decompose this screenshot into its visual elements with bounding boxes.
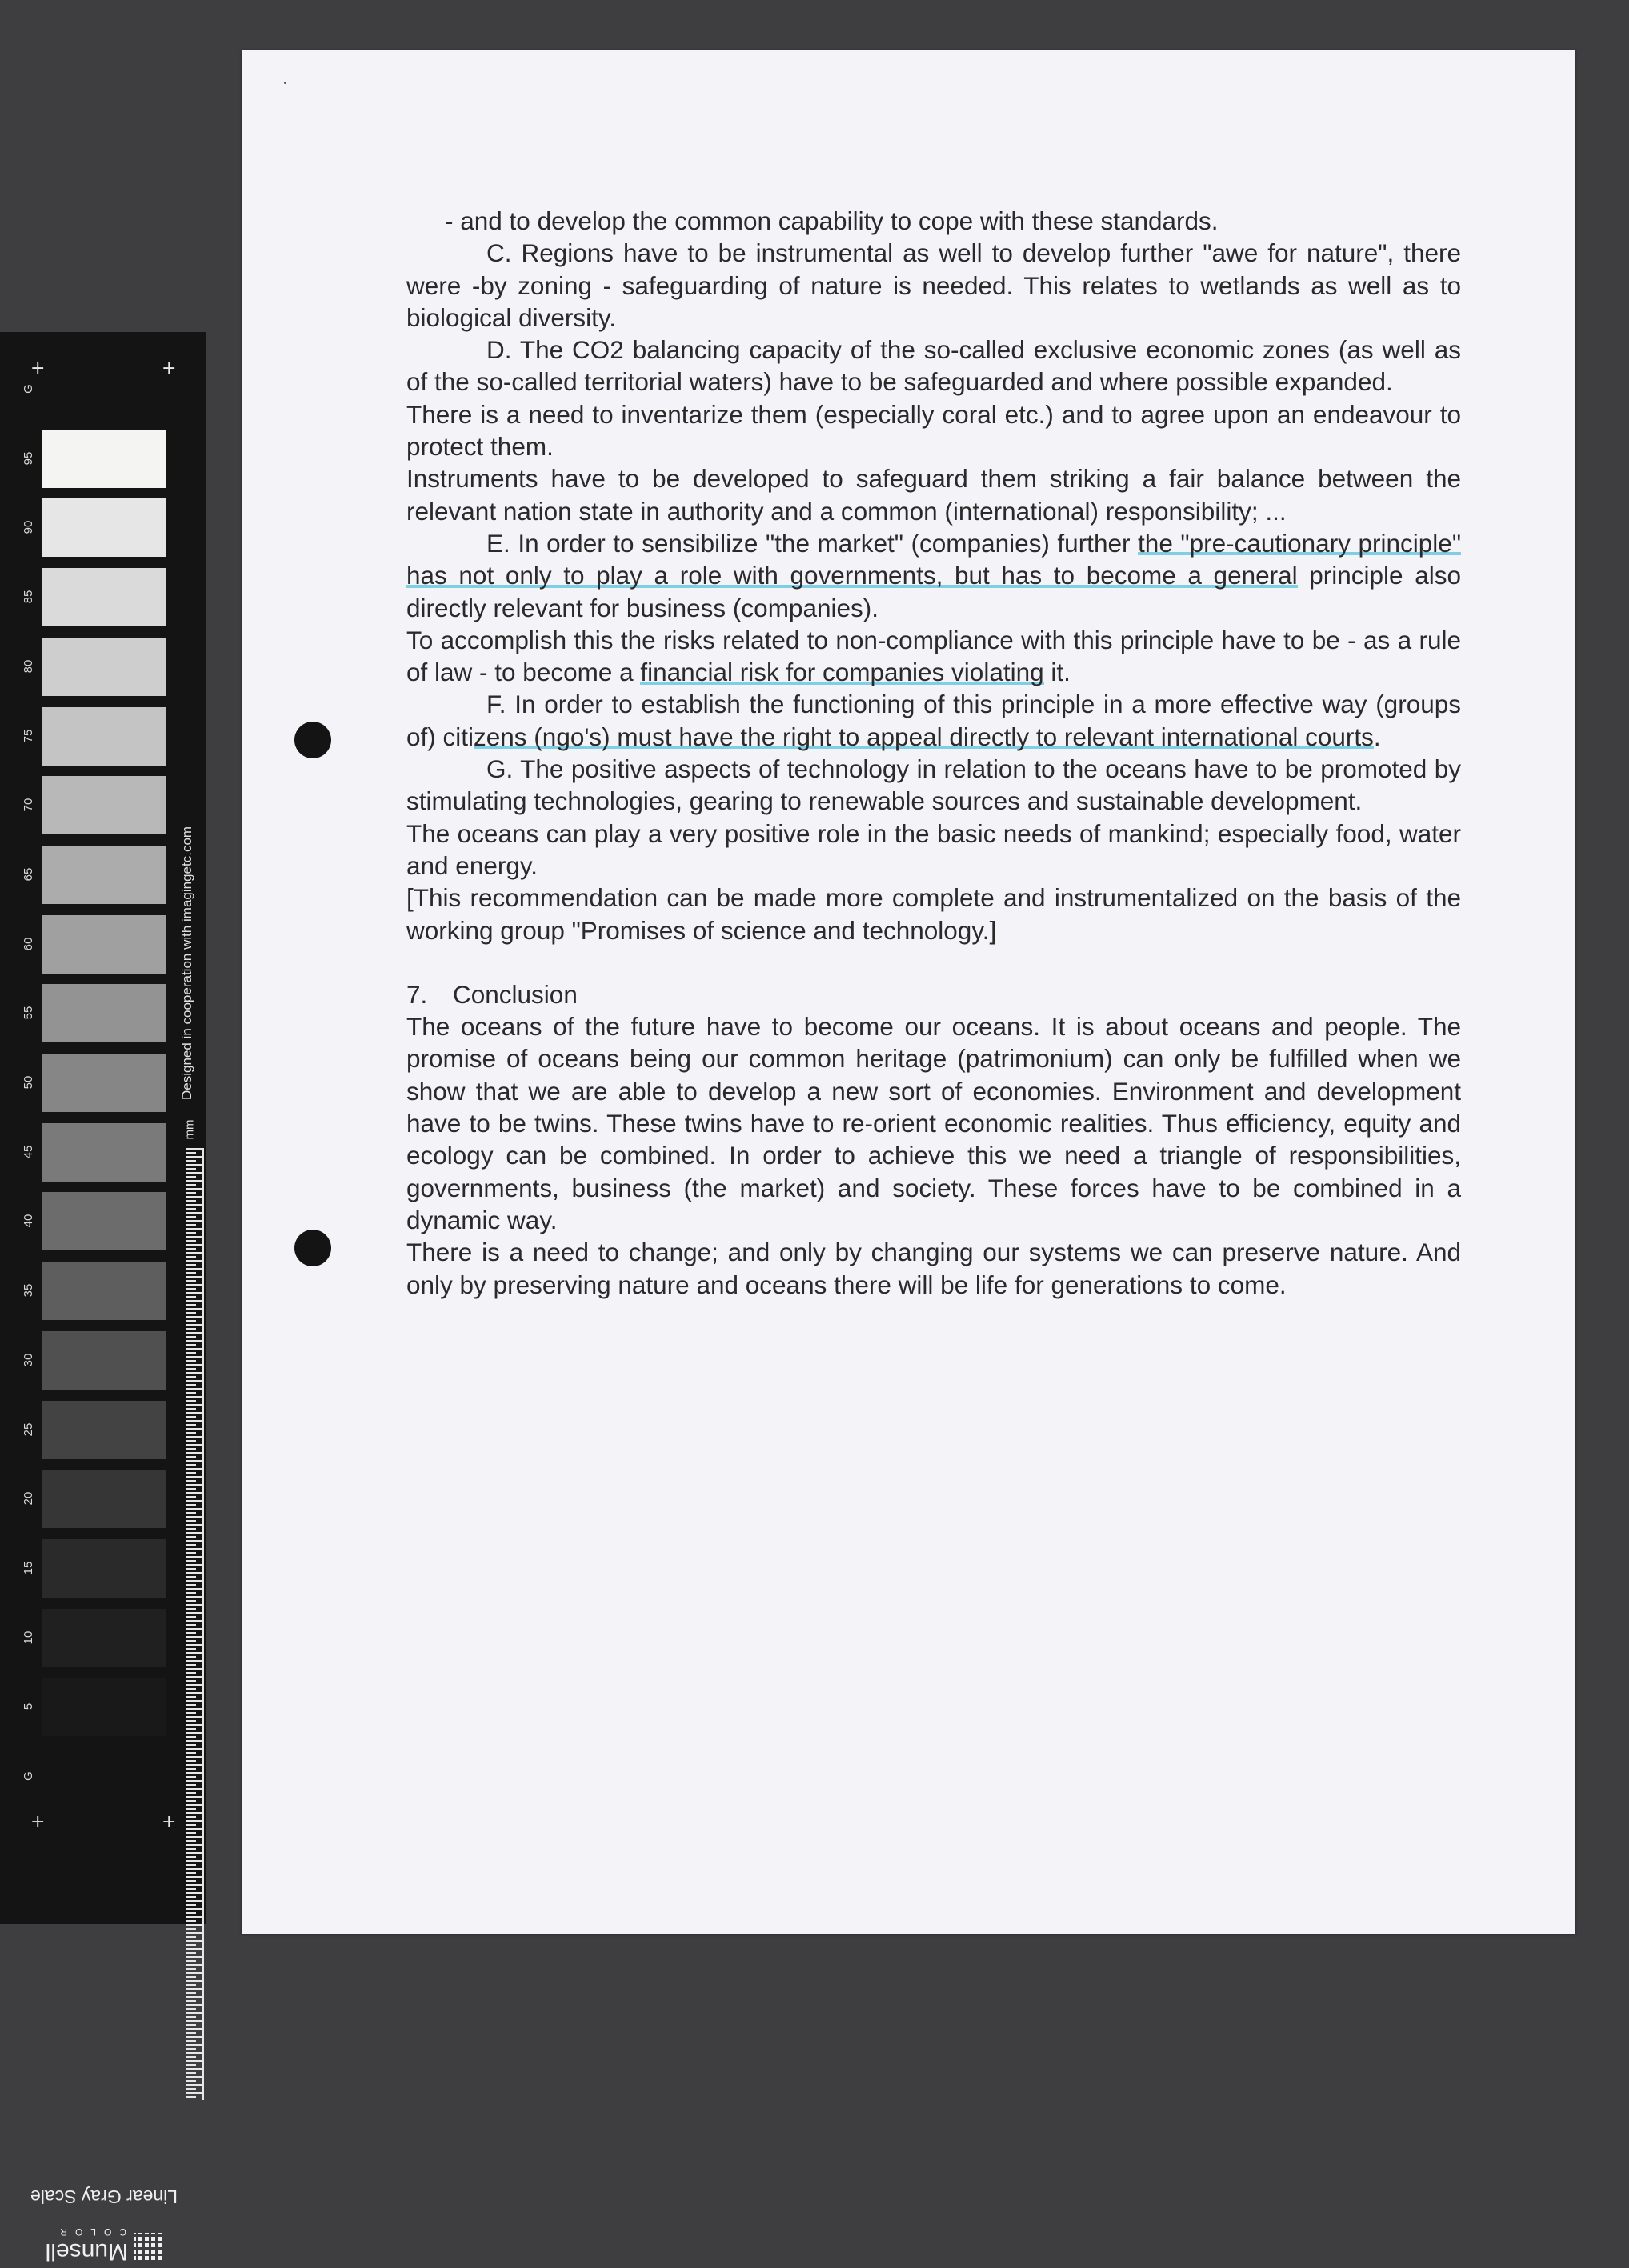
gray-patch xyxy=(42,498,166,557)
gray-patch xyxy=(42,638,166,696)
gray-patch xyxy=(42,1331,166,1390)
conclusion-section xyxy=(406,1010,1461,1301)
paragraph-p7 xyxy=(406,624,1461,689)
section-spacer xyxy=(406,946,1461,978)
paragraph-p1 xyxy=(406,205,1461,237)
highlighted-text: zens (ngo's) must have the right to appeal directly to relevant international courts xyxy=(474,722,1374,751)
gray-patch xyxy=(42,1678,166,1736)
plus-mark-icon: + xyxy=(30,1812,46,1832)
paragraph-p5 xyxy=(406,462,1461,527)
gray-patch xyxy=(42,1262,166,1320)
mm-ruler xyxy=(186,1148,204,2100)
paragraph-p6 xyxy=(406,527,1461,624)
gray-patch-label: 5 xyxy=(22,1703,35,1710)
conclusion-heading xyxy=(406,978,1461,1010)
gray-patch-label: 80 xyxy=(22,659,35,674)
highlighted-text: the "pre-cautionary principle" has not only to play a role with governments, but has to become a general xyxy=(406,528,1461,590)
gray-patch xyxy=(42,707,166,766)
text-run: To accomplish this the risks related to non-compliance with this principle have to be - as a rule of law - to become a xyxy=(406,625,1461,687)
gray-patch xyxy=(42,1054,166,1112)
text-run: D. The CO2 balancing capacity of the so-called exclusive economic zones (as well as of the so-called territorial waters) have to be safeguarded and where possible expanded. xyxy=(406,335,1461,397)
document-body xyxy=(406,205,1461,1301)
text-run: The oceans can play a very positive role in the basic needs of mankind; especially food, water and energy. xyxy=(406,818,1461,880)
paragraph-p3 xyxy=(406,334,1461,398)
conclusion-paragraph: There is a need to change; and only by changing our systems we can preserve nature. And only by preserving nature and oceans there will be life for generations to come. xyxy=(406,1238,1461,1299)
paragraph-p11 xyxy=(406,882,1461,946)
gray-patch-label: 60 xyxy=(22,937,35,950)
gray-patch xyxy=(42,1539,166,1598)
text-run: principle also directly relevant for business (companies). xyxy=(406,561,1461,622)
text-run: . xyxy=(1373,722,1381,751)
plus-mark-icon: + xyxy=(162,1812,177,1832)
plus-mark-icon: + xyxy=(30,358,46,378)
gray-patch-label: 25 xyxy=(22,1422,35,1436)
ruler-edge xyxy=(202,1148,204,2100)
text-run: - and to develop the common capability to cope with these standards. xyxy=(445,206,1219,235)
text-run: There is a need to inventarize them (especially coral etc.) and to agree upon an endeavour to protect them. xyxy=(406,399,1461,462)
brand-name: Munsell xyxy=(45,2238,128,2265)
gray-patch-label: 45 xyxy=(22,1145,35,1159)
gray-patch xyxy=(42,1470,166,1528)
text-run: Instruments have to be developed to safeguard them striking a fair balance between the relevant nation state in authority and a common (international) responsibility; ... xyxy=(406,464,1461,526)
paragraph-p9 xyxy=(406,753,1461,818)
gray-patch-label: G xyxy=(22,1771,35,1781)
munsell-logo xyxy=(32,2220,168,2268)
brand-subtitle: COLOR xyxy=(52,2226,126,2238)
gray-patch xyxy=(42,1609,166,1667)
text-run: F. In order to establish the functioning of this principle in a more effective way (groups of) citi xyxy=(406,690,1461,751)
section-number: 7. xyxy=(406,979,428,1009)
gray-patch-label: 35 xyxy=(22,1283,35,1298)
gray-patch xyxy=(42,568,166,626)
gray-patch-label: 30 xyxy=(22,1353,35,1367)
punch-hole xyxy=(294,722,331,758)
text-run: C. Regions have to be instrumental as well to develop further "awe for nature", there were -by zoning - safeguarding of nature is needed. This relates to wetlands as well as to biological diversity. xyxy=(406,238,1461,332)
gray-patch xyxy=(42,984,166,1042)
recommendations-section xyxy=(406,205,1461,946)
ruler-unit-label: mm xyxy=(182,1119,197,1140)
gray-patch-label: 65 xyxy=(22,867,35,882)
gray-patch-label: 15 xyxy=(22,1561,35,1575)
gray-patch xyxy=(42,1192,166,1250)
gray-patch xyxy=(42,846,166,904)
gray-patch-label: 40 xyxy=(22,1214,35,1228)
gray-patch-label: 90 xyxy=(22,521,35,534)
gray-patch xyxy=(42,1123,166,1182)
plus-mark-icon: + xyxy=(162,358,177,378)
gray-patch-label: 10 xyxy=(22,1630,35,1644)
text-run: G. The positive aspects of technology in relation to the oceans have to be promoted by stimulating technologies, gearing to renewable sources and sustainable development. xyxy=(406,754,1461,816)
gray-patch xyxy=(42,1401,166,1459)
gray-patch-label: 75 xyxy=(22,729,35,742)
scale-title: Linear Gray Scale xyxy=(30,2186,178,2207)
paragraph-p4 xyxy=(406,398,1461,463)
gray-patch-label: 85 xyxy=(22,590,35,604)
gray-scale-card xyxy=(0,332,206,2265)
gray-patch xyxy=(42,776,166,834)
gray-patch xyxy=(42,1747,166,1806)
gray-patch-label: 70 xyxy=(22,798,35,812)
gray-patch xyxy=(42,430,166,488)
gray-patch xyxy=(42,915,166,974)
text-run: E. In order to sensibilize "the market" (companies) further xyxy=(486,528,1139,558)
punch-hole xyxy=(294,1230,331,1266)
gray-patch xyxy=(42,360,166,418)
paper-speck xyxy=(284,82,286,84)
gray-patch-label: 95 xyxy=(22,451,35,466)
munsell-grid-icon xyxy=(134,2233,162,2260)
highlighted-text: financial risk for companies violating xyxy=(640,658,1044,687)
text-run: [This recommendation can be made more complete and instrumentalized on the basis of the working group "Promises of science and technology.] xyxy=(406,883,1461,945)
conclusion-paragraph: The oceans of the future have to become our oceans. It is about oceans and people. The promise of oceans being our common heritage (patrimonium) can only be fulfilled when we show that we are able to develop a new sort of economies. Environment and development have to be twins. These twins have to re-orient economic realities. Thus efficiency, equity and ecology can be combined. In order to achieve this we need a triangle of responsibilities, governments, business (the market) and society. These forces have to be combined in a dynamic way. xyxy=(406,1012,1461,1234)
section-title: Conclusion xyxy=(453,979,578,1009)
gray-patch-label: G xyxy=(22,384,35,394)
gray-patch-label: 20 xyxy=(22,1491,35,1506)
paragraph-p8 xyxy=(406,688,1461,753)
gray-patch-label: 50 xyxy=(22,1075,35,1090)
paragraph-p10 xyxy=(406,818,1461,882)
gray-patch-label: 55 xyxy=(22,1006,35,1020)
paragraph-p2 xyxy=(406,237,1461,334)
text-run: it. xyxy=(1043,658,1071,687)
designed-credit: Designed in cooperation with imagingetc.com xyxy=(179,826,194,1100)
